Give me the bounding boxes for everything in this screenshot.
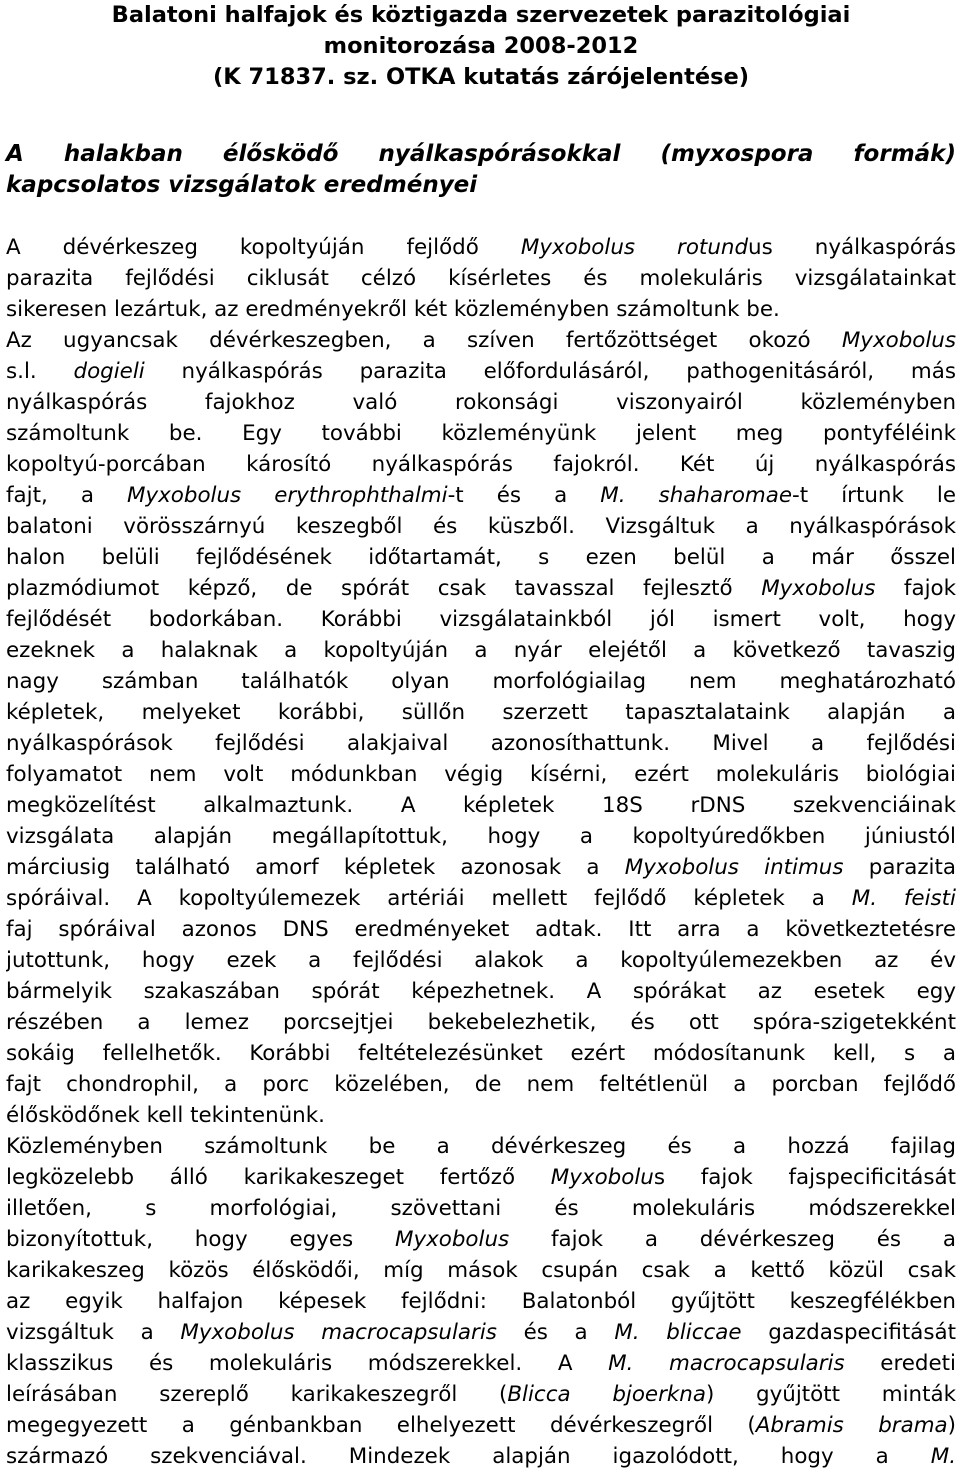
text-segment: ) gyűjtött minták	[705, 1382, 956, 1407]
text-line	[6, 914, 956, 945]
italic-text: M. macrocapsularis	[608, 1351, 845, 1376]
text-segment: spóráival. A kopoltyúlemezek artériái mellett fejlődő képletek a	[6, 886, 852, 911]
document-title	[6, 0, 956, 93]
document-page	[6, 0, 956, 1472]
text-segment: az egyik halfajon képesek fejlődni: Balatonból gyűjtött keszegfélékben	[6, 1289, 956, 1314]
text-segment: leírásában szereplő karikakeszegről (	[6, 1382, 508, 1407]
text-segment: -t írtunk le	[792, 483, 956, 508]
text-segment: gazdaspecifitását	[741, 1320, 956, 1345]
text-segment: kopoltyú-porcában károsító nyálkaspórás fajokról. Két új nyálkaspórás	[6, 452, 956, 477]
italic-text: Myxobolus erythrophthalmi	[127, 483, 448, 508]
text-segment: megközelítést alkalmaztunk. A képletek 18S rDNS szekvenciáinak	[6, 793, 956, 818]
text-segment: nyálkaspórás parazita előfordulásáról, pathogenitásáról, más	[144, 359, 956, 384]
text-line	[6, 945, 956, 976]
text-segment: és a	[496, 1320, 615, 1345]
text-segment: részében a lemez porcsejtjei bekebelezhetik, és ott spóra-szigetekként	[6, 1010, 956, 1035]
text-line	[6, 1286, 956, 1317]
italic-text: M. shaharomae	[600, 483, 793, 508]
text-segment: számoltunk be. Egy további közleményünk jelent meg pontyféléink	[6, 421, 956, 446]
text-line	[6, 418, 956, 449]
title-line: monitorozása 2008-2012	[323, 33, 639, 59]
text-line	[6, 1038, 956, 1069]
italic-text: Myxobolus	[394, 1227, 510, 1252]
text-segment: bizonyítottuk, hogy egyes	[6, 1227, 395, 1252]
text-segment: klasszikus és molekuláris módszerekkel. A	[6, 1351, 609, 1376]
text-segment: bármelyik szakaszában spórát képezhetnek. A spórákat az esetek egy	[6, 979, 956, 1004]
text-segment: faj spóráival azonos DNS eredményeket adtak. Itt arra a következtetésre	[6, 917, 956, 942]
italic-text: Myxobolus intimus	[624, 855, 844, 880]
text-line	[6, 728, 956, 759]
italic-text: M.	[930, 1444, 956, 1469]
text-line	[6, 232, 956, 263]
text-segment: karikakeszeg közös élősködői, míg mások csupán csak a kettő közül csak	[6, 1258, 956, 1283]
text-line	[6, 604, 956, 635]
text-line	[6, 294, 956, 325]
text-segment: Közleményben számoltunk be a dévérkeszeg és a hozzá fajilag	[6, 1134, 956, 1159]
text-segment: s.l.	[6, 359, 74, 384]
italic-text: Myxobolu	[550, 1165, 654, 1190]
text-line	[6, 666, 956, 697]
text-line	[6, 387, 956, 418]
text-line	[6, 1379, 956, 1410]
text-line	[6, 759, 956, 790]
text-segment: plazmódiumot képző, de spórát csak tavasszal fejlesztő	[6, 576, 762, 601]
text-segment: folyamatot nem volt módunkban végig kísérni, ezért molekuláris biológiai	[6, 762, 956, 787]
text-line	[6, 325, 956, 356]
text-segment: s fajok fajspecificitását	[653, 1165, 956, 1190]
italic-text: Myxobolus	[841, 328, 956, 353]
text-line	[6, 1255, 956, 1286]
italic-text: M. bliccae	[614, 1320, 742, 1345]
text-line	[6, 542, 956, 573]
italic-text: Blicca bjoerkna	[507, 1382, 706, 1407]
text-segment: sokáig fellelhetők. Korábbi feltételezésünket ezért módosítanunk kell, s a	[6, 1041, 956, 1066]
text-line	[6, 1224, 956, 1255]
title-line: (K 71837. sz. OTKA kutatás zárójelentése)	[212, 64, 750, 90]
text-line	[6, 852, 956, 883]
text-line	[6, 976, 956, 1007]
text-segment: vizsgáltuk a	[6, 1320, 181, 1345]
text-segment: fajok	[875, 576, 956, 601]
text-line	[6, 1317, 956, 1348]
text-line	[6, 263, 956, 294]
text-line	[6, 790, 956, 821]
text-segment: nyálkaspórások fejlődési alakjaival azonosíthattunk. Mivel a fejlődési	[6, 731, 956, 756]
italic-text: M. feisti	[851, 886, 956, 911]
text-segment: parazita fejlődési ciklusát célzó kísérletes és molekuláris vizsgálatainkat	[6, 266, 956, 291]
text-line	[6, 511, 956, 542]
italic-text: Myxobolus macrocapsularis	[180, 1320, 497, 1345]
text-line	[6, 1069, 956, 1100]
title-line: Balatoni halfajok és köztigazda szervezetek parazitológiai	[111, 2, 851, 28]
italic-text: Myxobolus rotund	[520, 235, 749, 260]
text-segment: élősködőnek kell tekintenünk.	[6, 1103, 325, 1128]
text-segment: A dévérkeszeg kopoltyúján fejlődő	[6, 235, 521, 260]
text-segment: sikeresen lezártuk, az eredményekről két közleményben számoltunk be.	[6, 297, 780, 322]
text-segment: márciusig található amorf képletek azonosak a	[6, 855, 625, 880]
text-segment: fejlődését bodorkában. Korábbi vizsgálatainkból jól ismert volt, hogy	[6, 607, 956, 632]
text-segment: jutottunk, hogy ezek a fejlődési alakok a kopoltyúlemezekben az év	[6, 948, 956, 973]
text-segment: us nyálkaspórás	[748, 235, 956, 260]
text-line	[6, 480, 956, 511]
text-segment: képletek, melyeket korábbi, süllőn szerzett tapasztalataink alapján a	[6, 700, 956, 725]
section-heading: A halakban élősködő nyálkaspórásokkal (myxospora formák) kapcsolatos vizsgálatok eredményei	[6, 141, 956, 198]
text-line	[6, 1410, 956, 1441]
text-segment: származó szekvenciával. Mindezek alapján igazolódott, hogy a	[6, 1444, 931, 1469]
text-segment: legközelebb álló karikakeszeget fertőző	[6, 1165, 551, 1190]
text-segment: nyálkaspórás fajokhoz való rokonsági viszonyairól közleményben	[6, 390, 956, 415]
text-segment: fajt chondrophil, a porc közelében, de nem feltétlenül a porcban fejlődő	[6, 1072, 956, 1097]
text-line	[6, 449, 956, 480]
text-segment: )	[947, 1413, 956, 1438]
text-line	[6, 1193, 956, 1224]
text-line	[6, 573, 956, 604]
text-line	[6, 635, 956, 666]
text-line	[6, 1131, 956, 1162]
text-segment: eredeti	[844, 1351, 956, 1376]
text-segment: megegyezett a génbankban elhelyezett dévérkeszegről (	[6, 1413, 756, 1438]
text-segment: fajt, a	[6, 483, 127, 508]
text-segment: Az ugyancsak dévérkeszegben, a szíven fertőzöttséget okozó	[6, 328, 842, 353]
italic-text: Abramis brama	[755, 1413, 948, 1438]
text-line	[6, 1100, 956, 1131]
text-line	[6, 1348, 956, 1379]
text-line	[6, 883, 956, 914]
text-line	[6, 1162, 956, 1193]
text-segment: parazita	[843, 855, 956, 880]
text-line	[6, 1007, 956, 1038]
italic-text: Myxobolus	[761, 576, 876, 601]
italic-text: dogieli	[73, 359, 145, 384]
text-line	[6, 1441, 956, 1472]
text-segment: -t és a	[447, 483, 601, 508]
text-segment: halon belüli fejlődésének időtartamát, s ezen belül a már ősszel	[6, 545, 956, 570]
text-segment: illetően, s morfológiai, szövettani és molekuláris módszerekkel	[6, 1196, 956, 1221]
text-segment: vizsgálata alapján megállapítottuk, hogy a kopoltyúredőkben júniustól	[6, 824, 956, 849]
text-line	[6, 697, 956, 728]
text-line	[6, 821, 956, 852]
text-segment: balatoni vörösszárnyú keszegből és küszből. Vizsgáltuk a nyálkaspórások	[6, 514, 956, 539]
text-segment: nagy számban találhatók olyan morfológiailag nem meghatározható	[6, 669, 956, 694]
text-line	[6, 356, 956, 387]
text-segment: fajok a dévérkeszeg és a	[509, 1227, 956, 1252]
text-segment: ezeknek a halaknak a kopoltyúján a nyár elejétől a következő tavaszig	[6, 638, 956, 663]
body-text	[6, 232, 956, 1472]
